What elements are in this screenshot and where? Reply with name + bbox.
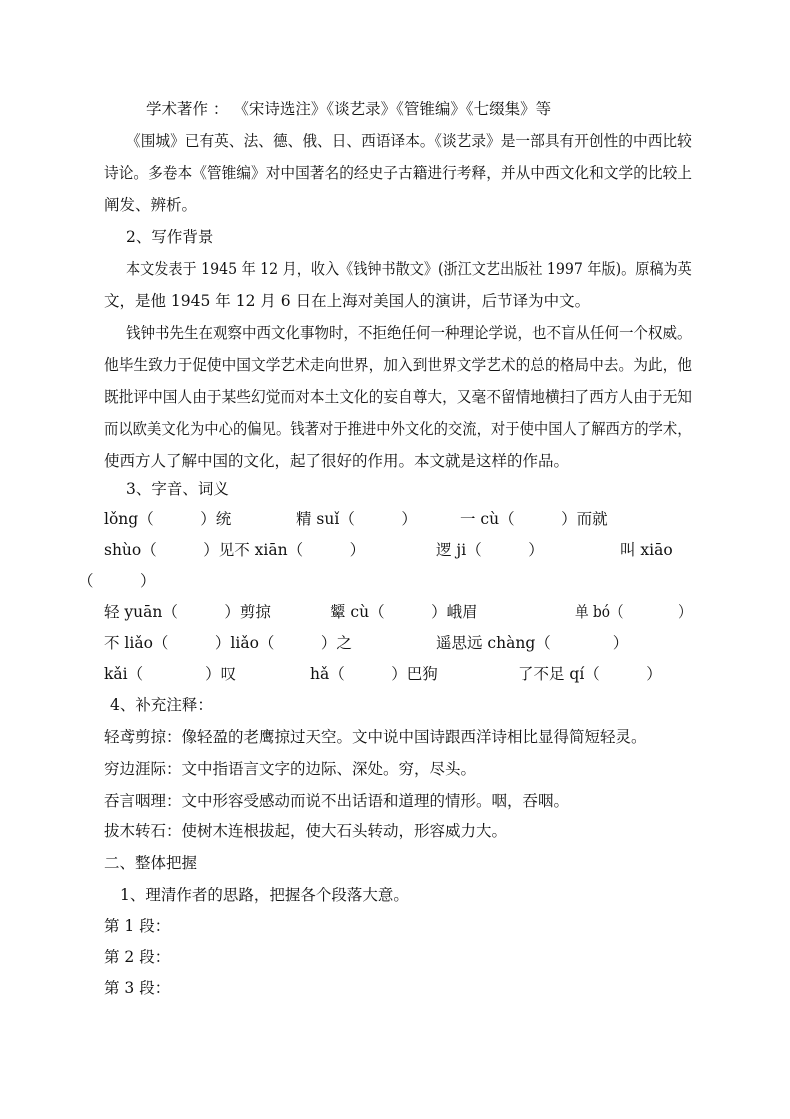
paragraph-3-line-4: 而以欧美文化为中心的偏见。钱著对于推进中外文化的交流，对于使中国人了解西方的学术， <box>104 420 692 438</box>
paragraph-2-line-1: 本文发表于 1945 年 12 月，收入《钱钟书散文》(浙江文艺出版社 1997 年版)。原稿为英 <box>126 260 692 278</box>
pinyin-item: kǎi（ ）叹 <box>104 665 237 683</box>
heading-overall-grasp: 二、整体把握 <box>104 854 198 872</box>
paragraph-3-line-3: 既批评中国人由于某些幻觉而对本土文化的妄自尊大，又毫不留情地横扫了西方人由于无知 <box>104 388 693 406</box>
paragraph-1-line-2: 诗论。多卷本《管锥编》对中国著名的经史子古籍进行考释，并从中西文化和文学的比较上 <box>104 164 693 182</box>
pinyin-item: 了不足 qí（ ） <box>518 665 662 683</box>
pinyin-item: 轻 yuān（ ）剪掠 <box>104 603 271 621</box>
heading-writing-background: 2、写作背景 <box>126 228 214 246</box>
pinyin-item: 一 cù（ ）而就 <box>460 510 608 528</box>
heading-pronunciation: 3、字音、词义 <box>126 480 229 498</box>
task-instruction: 1、理清作者的思路，把握各个段落大意。 <box>120 886 409 904</box>
academic-works-line: 学术著作 ： 《宋诗选注》《谈艺录》《管锥编》《七缀集》等 <box>146 100 552 118</box>
pinyin-item: 遥思远 chàng（ ） <box>436 634 629 652</box>
heading-notes: 4、补充注释： <box>110 696 213 714</box>
paragraph-1-line-3: 阐发、辨析。 <box>104 196 198 214</box>
pinyin-item: （ ） <box>78 572 156 590</box>
paragraph-3-line-5: 使西方人了解中国的文化，起了很好的作用。本文就是这样的作品。 <box>104 452 570 470</box>
pinyin-item: 逻 ji（ ） <box>436 541 544 559</box>
pinyin-item: 叫 xiāo <box>620 541 673 559</box>
paragraph-label: 第 2 段： <box>104 948 171 966</box>
pinyin-item: 单 bó（ ） <box>575 603 692 621</box>
pinyin-item: 颦 cù（ ）峨眉 <box>330 603 478 621</box>
pinyin-item: 不 liǎo（ ）liǎo（ ）之 <box>104 634 352 652</box>
pinyin-item: lǒng（ ）统 <box>104 510 232 528</box>
pinyin-item: shùo（ ）见不 xiān（ ） <box>104 541 366 559</box>
paragraph-label: 第 3 段： <box>104 979 171 997</box>
paragraph-3-line-1: 钱钟书先生在观察中西文化事物时，不拒绝任何一种理论学说，也不盲从任何一个权威。 <box>126 324 692 342</box>
note-item: 拔木转石：使树木连根拔起，使大石头转动，形容威力大。 <box>104 822 508 840</box>
note-item: 吞言咽理：文中形容受感动而说不出话语和道理的情形。咽，吞咽。 <box>104 792 570 810</box>
paragraph-3-line-2: 他毕生致力于促使中国文学艺术走向世界，加入到世界文学艺术的总的格局中去。为此，他 <box>104 356 693 374</box>
pinyin-item: 精 suǐ（ ） <box>296 510 417 528</box>
note-item: 轻鸢剪掠：像轻盈的老鹰掠过天空。文中说中国诗跟西洋诗相比显得简短轻灵。 <box>104 728 647 746</box>
pinyin-item: hǎ（ ）巴狗 <box>310 665 438 683</box>
note-item: 穷边涯际：文中指语言文字的边际、深处。穷，尽头。 <box>104 760 477 778</box>
paragraph-label: 第 1 段： <box>104 917 171 935</box>
paragraph-1-line-1: 《围城》已有英、法、德、俄、日、西语译本。《谈艺录》是一部具有开创性的中西比较 <box>126 132 692 150</box>
paragraph-2-line-2: 文，是他 1945 年 12 月 6 日在上海对美国人的演讲，后节译为中文。 <box>104 292 591 310</box>
